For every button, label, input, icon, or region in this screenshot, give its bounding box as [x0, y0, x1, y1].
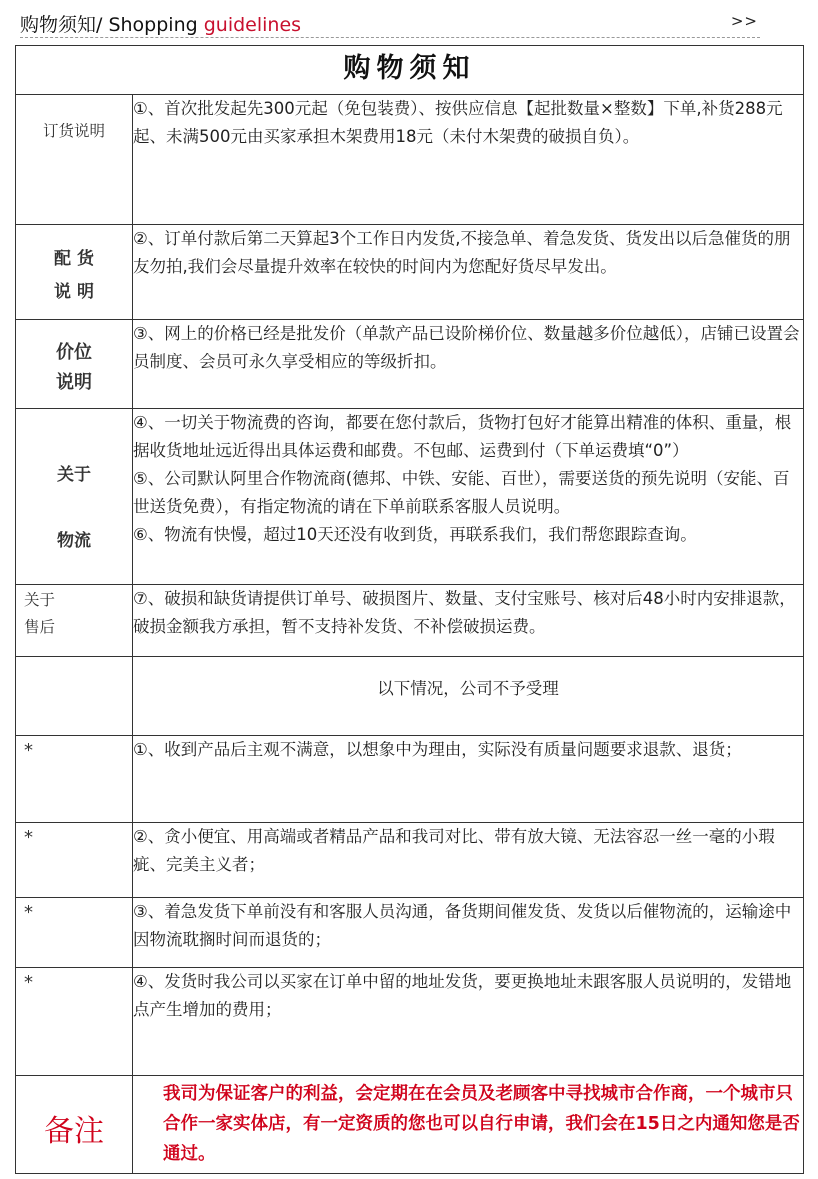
header-title-prefix: 购物须知/ Shopping [20, 14, 204, 36]
row-text: ④、发货时我公司以买家在订单中留的地址发货，要更换地址未跟客服人员说明的，发错地点产生增加的费用； [133, 972, 792, 1019]
row-body-exclusion [133, 823, 804, 898]
row-label-order [16, 95, 133, 225]
page-header [20, 10, 758, 36]
row-body-order [133, 95, 804, 225]
row-body-price [133, 320, 804, 409]
row-mark-cell [16, 736, 133, 823]
note-label-cell [16, 1076, 133, 1174]
document-title: 购物须知 [343, 53, 476, 84]
row-mark-cell [16, 898, 133, 968]
row-label-logistics [16, 409, 133, 585]
row-label-empty [16, 657, 133, 736]
table-row-order [16, 95, 804, 225]
table-row-price [16, 320, 804, 409]
asterisk-mark: * [24, 827, 33, 848]
header-title-accent: guidelines [203, 14, 302, 36]
row-label-text: 价位 说明 [56, 342, 92, 393]
header-divider [20, 37, 760, 38]
row-label-price [16, 320, 133, 409]
row-text: ②、订单付款后第二天算起3个工作日内发货,不接急单、着急发货、货发出以后急催货的朋友勿拍,我们会尽量提升效率在较快的时间内为您配好货尽早发出。 [133, 229, 791, 276]
table-row-logistics [16, 409, 804, 585]
table-title-row [16, 46, 804, 95]
row-paragraph: ④、一切关于物流费的咨询，都要在您付款后，货物打包好才能算出精准的体积、重量，根据收货地址远近得出具体运费和邮费。不包邮、运费到付（下单运费填“0”） [133, 413, 792, 460]
exclusion-heading-cell [133, 657, 804, 736]
table-row-distribution [16, 225, 804, 320]
row-label-text: 关于 售后 [24, 591, 56, 636]
row-body-exclusion [133, 968, 804, 1076]
asterisk-mark: * [24, 972, 33, 993]
row-text: ①、首次批发起先300元起（免包装费）、按供应信息【起批数量×整数】下单,补货288元起、未满500元由买家承担木架费用18元（未付木架费的破损自负）。 [133, 99, 783, 146]
more-arrow-link[interactable]: >> [730, 12, 758, 30]
row-body-exclusion [133, 736, 804, 823]
row-body-logistics [133, 409, 804, 585]
row-mark-cell [16, 823, 133, 898]
row-label-distribution [16, 225, 133, 320]
row-label-aftersales [16, 585, 133, 657]
row-paragraph: ⑥、物流有快慢，超过10天还没有收到货，再联系我们，我们帮您跟踪查询。 [133, 525, 697, 544]
row-label-text: 配 货 说 明 [54, 249, 94, 302]
table-row-aftersales [16, 585, 804, 657]
page-header-title [20, 10, 301, 37]
table-row-exclusion [16, 823, 804, 898]
table-title-cell [16, 46, 804, 95]
exclusion-heading: 以下情况，公司不予受理 [377, 679, 559, 698]
row-text: ①、收到产品后主观不满意，以想象中为理由，实际没有质量问题要求退款、退货； [133, 740, 742, 759]
note-body-cell [133, 1076, 804, 1174]
row-body-exclusion [133, 898, 804, 968]
table-row-exclusion [16, 736, 804, 823]
row-mark-cell [16, 968, 133, 1076]
asterisk-mark: * [24, 902, 33, 923]
table-row-exclusion [16, 898, 804, 968]
row-text: ⑦、破损和缺货请提供订单号、破损图片、数量、支付宝账号、核对后48小时内安排退款，破损金额我方承担，暂不支持补发货、不补偿破损运费。 [133, 589, 796, 636]
table-row-note [16, 1076, 804, 1174]
note-label: 备注 [44, 1114, 104, 1149]
table-row-exclusion [16, 968, 804, 1076]
row-text: ②、贪小便宜、用高端或者精品产品和我司对比、带有放大镜、无法容忍一丝一毫的小瑕疵、完美主义者； [133, 827, 775, 874]
shopping-guide-table [15, 45, 804, 1174]
row-body-distribution [133, 225, 804, 320]
note-text: 我司为保证客户的利益，会定期在在会员及老顾客中寻找城市合作商，一个城市只合作一家实体店，有一定资质的您也可以自行申请，我们会在15日之内通知您是否通过。 [163, 1084, 800, 1164]
row-text: ③、网上的价格已经是批发价（单款产品已设阶梯价位、数量越多价位越低），店铺已设置会员制度、会员可永久享受相应的等级折扣。 [133, 324, 800, 371]
row-label-text: 订货说明 [42, 122, 105, 140]
row-label-text: 关于 物流 [57, 465, 91, 551]
row-body-aftersales [133, 585, 804, 657]
row-paragraph: ⑤、公司默认阿里合作物流商(德邦、中铁、安能、百世），需要送货的预先说明（安能、百世送货免费），有指定物流的请在下单前联系客服人员说明。 [133, 469, 790, 516]
asterisk-mark: * [24, 740, 33, 761]
row-text: ③、着急发货下单前没有和客服人员沟通，备货期间催发货、发货以后催物流的，运输途中因物流耽搁时间而退货的； [133, 902, 792, 949]
table-row-exclusion-heading [16, 657, 804, 736]
